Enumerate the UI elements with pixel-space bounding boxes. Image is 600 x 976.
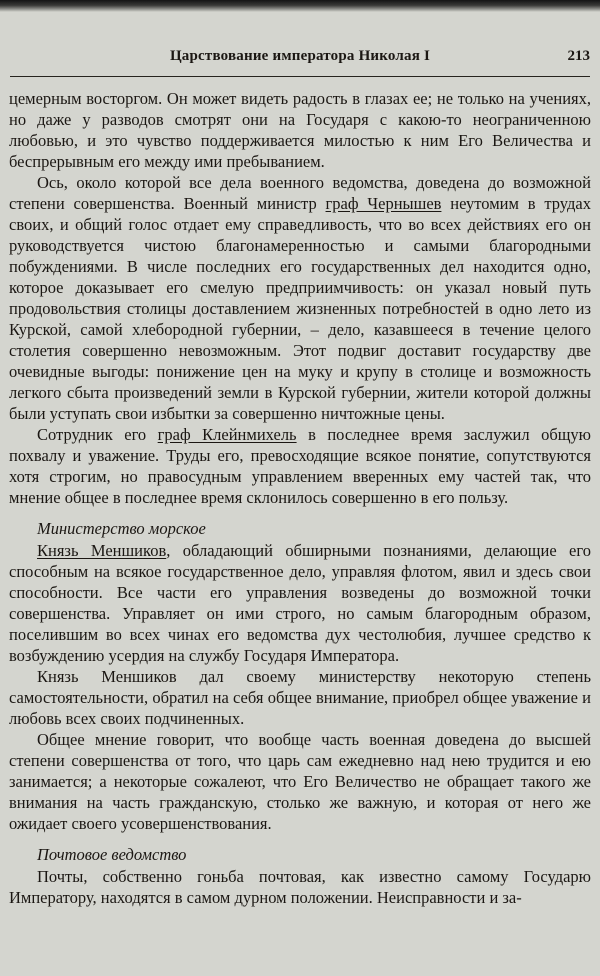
paragraph-public-opinion: [9, 729, 591, 834]
scan-top-shadow: [0, 0, 600, 12]
section-heading-postal-department: Почтовое ведомство: [37, 845, 187, 864]
underlined-name-chernyshev: граф Чернышев: [325, 194, 442, 213]
page-body: [9, 88, 591, 908]
page-number: 213: [567, 48, 590, 64]
running-header: [0, 48, 600, 68]
underlined-name-kleinmichel: граф Клейнмихель: [157, 425, 297, 444]
underlined-name-menshikov: Князь Меншиков: [37, 541, 167, 560]
text-run: неутомим в трудах своих, и общий голос отдает ему справедливость, что во всех действиях его он руководствуется чистою благонамеренностью и самыми благородными побуждениями. В числе последних его государственных дел находится одно, которое доказывает его смелую предприимчивость: он указал новый путь продовольствия столицы доставлением жизненных потребностей в одно лето из Курской, самой хлебородной губернии, – дело, казавшееся в течение целого столетия совершенно невозможным. Этот подвиг доставит государству две очевидные выгоды: понижение цен на муку и крупу в столице и возможность легкого сбыта произведений земли в Курской губернии, жители которой должны были уступать свои избытки за совершенно ничтожные цены.: [9, 194, 591, 423]
header-rule: [10, 76, 590, 77]
text-run: цемерным восторгом. Он может видеть радость в глазах ее; не только на учениях, но даже у разводов смотрят они на Государя с какою-то неограниченною любовью, и это чувство поддерживается милостью к ним Его Величества и беспрерывным его между ими пребыванием.: [9, 89, 591, 171]
paragraph-war-ministry: [9, 172, 591, 424]
text-run: Ось, около которой все дела военного ведомства, доведена до возможной степени совершенства. Военный министр: [9, 173, 591, 213]
paragraph-menshikov-ministry: [9, 666, 591, 729]
section-heading-navy-ministry: Министерство морское: [37, 519, 206, 538]
paragraph-continuation: [9, 88, 591, 172]
text-run: Князь Меншиков дал своему министерству некоторую степень самостоятельности, обратил на себя общее внимание, приобрел общее уважение и любовь всех своих подчиненных.: [9, 667, 591, 728]
text-run: в последнее время заслужил общую похвалу и уважение. Труды его, превосходящие всякое понятие, сопутствуются хотя строгим, но правосудным управлением вверенных ему частей так, что мнение общее в последнее время склонилось совершенно в его пользу.: [9, 425, 592, 507]
paragraph-postal: [9, 866, 591, 908]
text-run: , обладающий обширными познаниями, делающие его способным на всякое государственное дело, управляя флотом, явил и здесь свои способности. Все части его управления возведены до возможной точки совершенства. Управляет он ими строго, но самым благородным образом, поселившим во всех чинах его ведомства дух честолюбия, лучшее средство к возбуждению усердия на службу Государя Императора.: [9, 541, 591, 665]
text-run: Сотрудник его: [37, 425, 158, 444]
text-run: Общее мнение говорит, что вообще часть военная доведена до высшей степени совершенства от того, что царь сам ежедневно над нею трудится и ею занимается; а некоторые сожалеют, что Его Величество не обращает такого же внимания на часть гражданскую, столько же важную, и которая от него же ожидает своего усовершенствования.: [9, 730, 591, 833]
paragraph-menshikov: [9, 540, 591, 666]
text-run: Почты, собственно гоньба почтовая, как известно самому Государю Императору, находятся в самом дурном положении. Неисправности и за-: [9, 867, 591, 907]
running-title: Царствование императора Николая I: [169, 48, 431, 64]
paragraph-kleinmichel: [9, 424, 591, 508]
